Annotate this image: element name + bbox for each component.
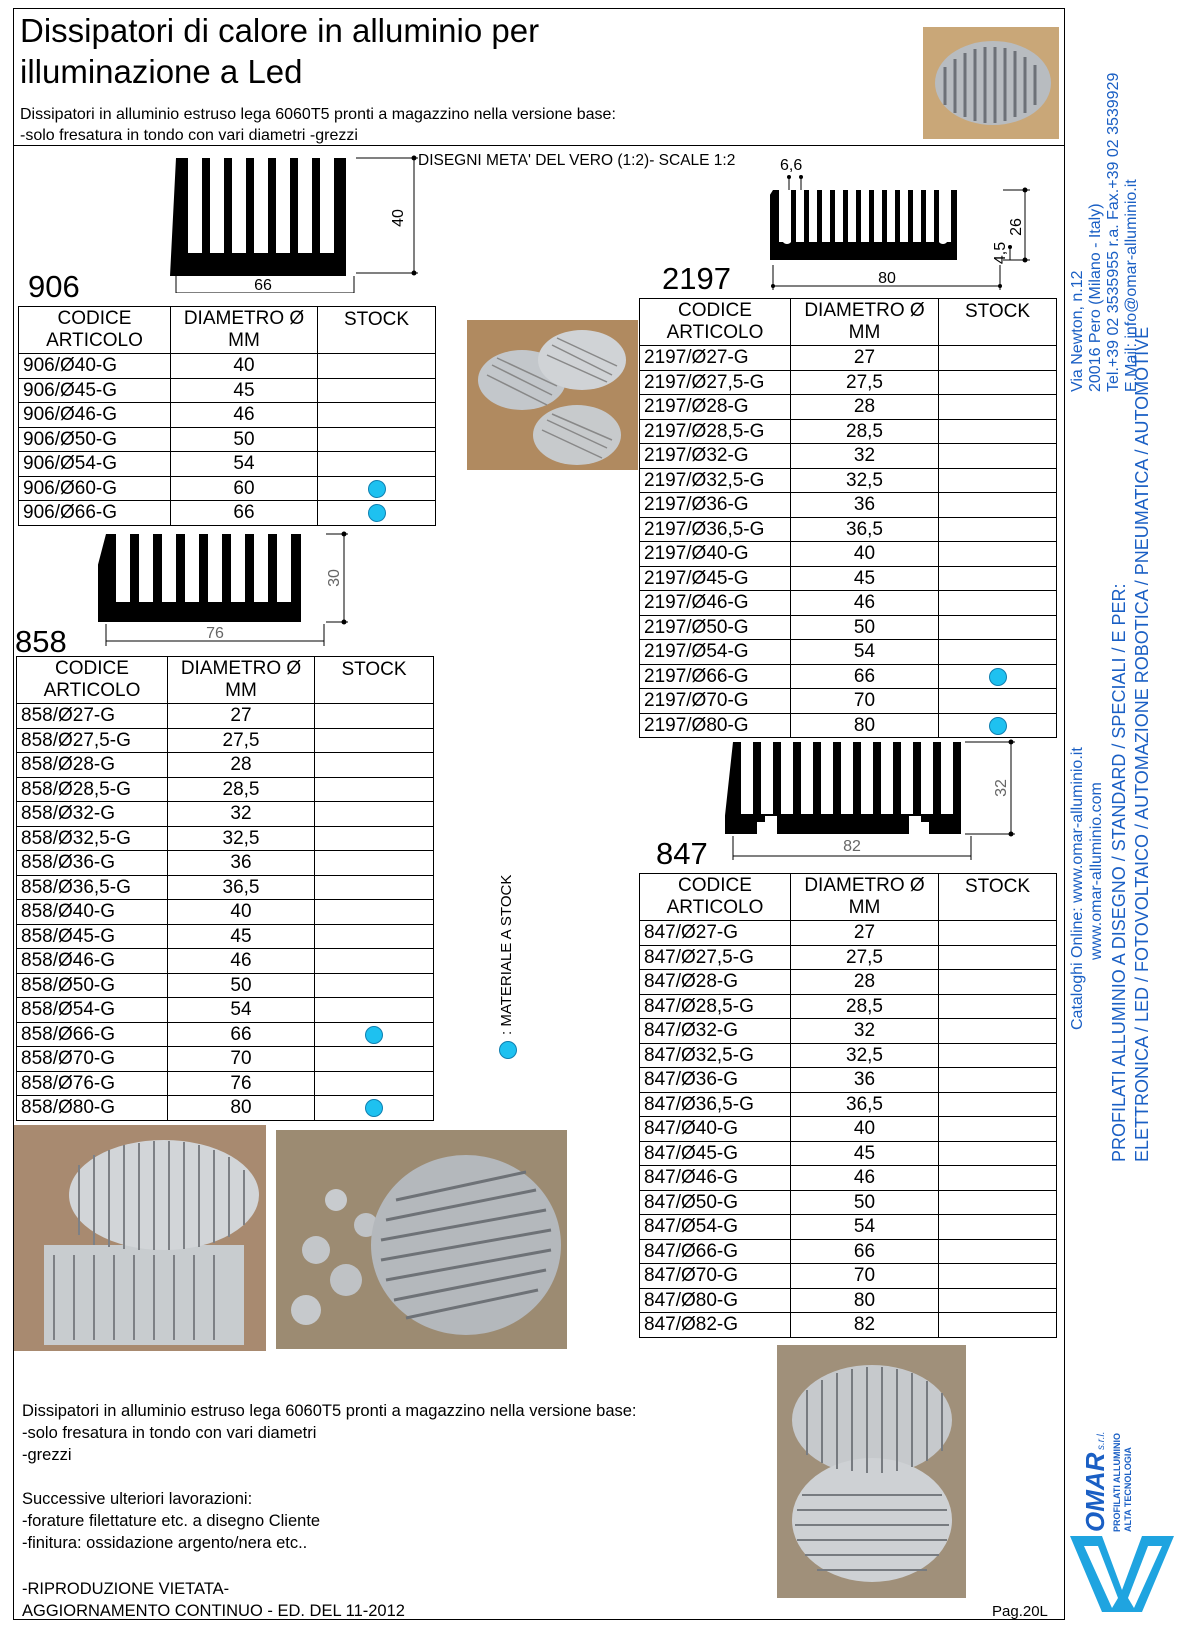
stock-cell — [315, 728, 434, 753]
article-code: 847/Ø32,5-G — [640, 1043, 791, 1068]
stock-cell — [318, 452, 436, 477]
table-row — [17, 1022, 434, 1047]
diameter-value: 54 — [171, 452, 318, 477]
table-row — [17, 949, 434, 974]
stock-cell — [939, 1019, 1057, 1044]
diameter-value: 36,5 — [791, 517, 939, 542]
diameter-value: 60 — [171, 476, 318, 501]
diameter-value: 80 — [168, 1096, 315, 1121]
diameter-value: 27 — [168, 704, 315, 729]
article-code: 2197/Ø45-G — [640, 566, 791, 591]
diameter-value: 28 — [791, 970, 939, 995]
diameter-value: 50 — [791, 1190, 939, 1215]
stock-legend-text: : MATERIALE A STOCK — [498, 874, 515, 1035]
stock-cell — [939, 1043, 1057, 1068]
article-code: 858/Ø28-G — [17, 753, 168, 778]
table-row — [640, 542, 1057, 567]
table-row — [640, 566, 1057, 591]
stock-cell — [939, 1141, 1057, 1166]
article-code: 858/Ø76-G — [17, 1071, 168, 1096]
table-row — [17, 1096, 434, 1121]
article-code: 858/Ø54-G — [17, 998, 168, 1023]
table-row — [19, 403, 436, 428]
table-row — [640, 1043, 1057, 1068]
logo-name: OMAR — [1080, 1452, 1110, 1532]
profile-906-drawing — [160, 148, 430, 293]
article-code: 858/Ø40-G — [17, 900, 168, 925]
article-code: 2197/Ø70-G — [640, 689, 791, 714]
diameter-value: 50 — [171, 427, 318, 452]
stock-dot — [989, 717, 1007, 735]
article-code: 858/Ø70-G — [17, 1047, 168, 1072]
article-code: 858/Ø36,5-G — [17, 875, 168, 900]
article-code: 2197/Ø40-G — [640, 542, 791, 567]
diameter-value: 45 — [168, 924, 315, 949]
stock-cell — [939, 1288, 1057, 1313]
diameter-value: 40 — [791, 542, 939, 567]
stock-cell — [939, 444, 1057, 469]
table-row — [640, 1092, 1057, 1117]
stock-cell — [939, 1092, 1057, 1117]
stock-cell — [315, 973, 434, 998]
article-code: 906/Ø66-G — [19, 501, 171, 526]
article-code: 2197/Ø32-G — [640, 444, 791, 469]
diameter-value: 28 — [168, 753, 315, 778]
profile-2197-height: 26 — [1008, 218, 1025, 236]
table-row — [640, 664, 1057, 689]
table-row — [640, 1313, 1057, 1338]
table-row — [640, 970, 1057, 995]
stock-cell — [939, 664, 1057, 689]
heatsink-photo-center — [276, 1130, 567, 1349]
table-row — [640, 591, 1057, 616]
diameter-value: 54 — [791, 1215, 939, 1240]
stock-cell — [939, 591, 1057, 616]
stock-cell — [315, 802, 434, 827]
table-row — [17, 826, 434, 851]
table-row — [19, 476, 436, 501]
article-code: 906/Ø46-G — [19, 403, 171, 428]
stock-cell — [939, 542, 1057, 567]
stock-cell — [939, 615, 1057, 640]
table-row — [640, 444, 1057, 469]
article-code: 2197/Ø32,5-G — [640, 468, 791, 493]
table-row — [640, 346, 1057, 371]
stock-cell — [939, 346, 1057, 371]
article-code: 2197/Ø28-G — [640, 395, 791, 420]
stock-cell — [939, 566, 1057, 591]
profile-2197-pitch: 6,6 — [780, 157, 803, 174]
stock-dot — [368, 504, 386, 522]
article-code: 847/Ø46-G — [640, 1166, 791, 1191]
stock-cell — [318, 427, 436, 452]
profile-906-code: 906 — [28, 269, 80, 304]
article-code: 2197/Ø54-G — [640, 640, 791, 665]
table-row — [640, 615, 1057, 640]
stock-cell — [939, 395, 1057, 420]
profile-858-height: 30 — [326, 569, 343, 587]
stock-cell — [315, 1047, 434, 1072]
article-code: 847/Ø80-G — [640, 1288, 791, 1313]
diameter-value: 46 — [168, 949, 315, 974]
table-row — [640, 921, 1057, 946]
stock-cell — [315, 704, 434, 729]
stock-cell — [315, 1071, 434, 1096]
profile-2197-drawing — [770, 155, 1070, 295]
diameter-value: 45 — [791, 1141, 939, 1166]
stock-cell — [315, 777, 434, 802]
stock-legend — [499, 1041, 517, 1059]
table-row — [17, 851, 434, 876]
stock-dot — [365, 1026, 383, 1044]
side-address: Via Newton, n.12 20016 Pero (Milano - Italy) Tel.+39 02 3535955 r.a. Fax.+39 02 3539929 E.Mail: info@omar-alluminio.it — [1069, 72, 1140, 392]
profile-2197-width: 80 — [878, 270, 896, 287]
table-row — [19, 501, 436, 526]
article-code: 858/Ø50-G — [17, 973, 168, 998]
table-row — [640, 1141, 1057, 1166]
table-row — [640, 1019, 1057, 1044]
article-code: 906/Ø60-G — [19, 476, 171, 501]
article-code: 858/Ø45-G — [17, 924, 168, 949]
diameter-value: 66 — [791, 1239, 939, 1264]
stock-cell — [939, 1264, 1057, 1289]
table-row — [17, 704, 434, 729]
table-row — [640, 1117, 1057, 1142]
article-code: 2197/Ø27-G — [640, 346, 791, 371]
profile-858-code: 858 — [15, 624, 67, 659]
diameter-value: 66 — [791, 664, 939, 689]
table-row — [17, 753, 434, 778]
article-code: 847/Ø66-G — [640, 1239, 791, 1264]
table-row — [19, 354, 436, 379]
diameter-value: 32 — [791, 1019, 939, 1044]
table-row — [640, 713, 1057, 738]
stock-cell — [939, 1166, 1057, 1191]
logo-tag1: PROFILATI ALLUMINIO — [1112, 1433, 1122, 1532]
article-code: 847/Ø32-G — [640, 1019, 791, 1044]
stock-cell — [939, 1313, 1057, 1338]
diameter-value: 36,5 — [791, 1092, 939, 1117]
article-code: 858/Ø28,5-G — [17, 777, 168, 802]
profile-906-height: 40 — [390, 209, 407, 227]
article-code: 2197/Ø80-G — [640, 713, 791, 738]
table-row — [640, 945, 1057, 970]
article-code: 2197/Ø27,5-G — [640, 370, 791, 395]
stock-cell — [315, 998, 434, 1023]
page-subtitle: Dissipatori in alluminio estruso lega 6060T5 pronti a magazzino nella versione base: -solo fresatura in tondo con vari diametri -grezzi — [20, 106, 616, 144]
table-row — [19, 427, 436, 452]
article-code: 2197/Ø50-G — [640, 615, 791, 640]
diameter-value: 40 — [791, 1117, 939, 1142]
table-row — [640, 1068, 1057, 1093]
article-code: 847/Ø27,5-G — [640, 945, 791, 970]
diameter-value: 40 — [168, 900, 315, 925]
stock-cell — [939, 640, 1057, 665]
profile-847-height: 32 — [993, 779, 1010, 797]
article-code: 2197/Ø66-G — [640, 664, 791, 689]
diameter-value: 32,5 — [168, 826, 315, 851]
diameter-value: 32 — [791, 444, 939, 469]
logo-tag2: ALTA TECNOLOGIA — [1123, 1447, 1133, 1532]
stock-dot — [365, 1099, 383, 1117]
profile-858-drawing — [98, 528, 363, 653]
stock-cell — [318, 476, 436, 501]
profile-858-width: 76 — [206, 625, 224, 642]
table-row — [17, 802, 434, 827]
stock-cell — [939, 370, 1057, 395]
article-code: 858/Ø27-G — [17, 704, 168, 729]
diameter-value: 28,5 — [791, 419, 939, 444]
diameter-value: 70 — [168, 1047, 315, 1072]
stock-cell — [315, 875, 434, 900]
stock-cell — [939, 970, 1057, 995]
table-row — [640, 517, 1057, 542]
diameter-value: 36 — [791, 493, 939, 518]
article-code: 847/Ø36-G — [640, 1068, 791, 1093]
diameter-value: 82 — [791, 1313, 939, 1338]
diameter-value: 80 — [791, 1288, 939, 1313]
article-code: 858/Ø46-G — [17, 949, 168, 974]
diameter-value: 46 — [791, 591, 939, 616]
stock-dot-legend — [499, 1041, 517, 1059]
table-row — [640, 419, 1057, 444]
stock-cell — [939, 713, 1057, 738]
omar-logo — [1068, 1350, 1180, 1620]
stock-cell — [939, 517, 1057, 542]
article-code: 847/Ø27-G — [640, 921, 791, 946]
stock-cell — [939, 689, 1057, 714]
diameter-value: 27,5 — [791, 945, 939, 970]
profile-847-width: 82 — [843, 838, 861, 855]
scale-note: DISEGNI META' DEL VERO (1:2)- SCALE 1:2 — [418, 152, 736, 169]
profile-2197-fin: 4,5 — [992, 241, 1009, 265]
diameter-value: 36,5 — [168, 875, 315, 900]
table-row — [17, 973, 434, 998]
table-row — [17, 924, 434, 949]
table-row — [640, 493, 1057, 518]
article-code: 2197/Ø36,5-G — [640, 517, 791, 542]
article-code: 847/Ø45-G — [640, 1141, 791, 1166]
heatsink-photo-discs — [467, 320, 638, 470]
table-row — [640, 1166, 1057, 1191]
stock-cell — [315, 1096, 434, 1121]
diameter-value: 28,5 — [791, 994, 939, 1019]
article-code: 847/Ø36,5-G — [640, 1092, 791, 1117]
stock-cell — [939, 1190, 1057, 1215]
stock-cell — [318, 378, 436, 403]
stock-cell — [939, 921, 1057, 946]
table-row — [640, 1264, 1057, 1289]
article-code: 847/Ø54-G — [640, 1215, 791, 1240]
stock-cell — [939, 994, 1057, 1019]
diameter-value: 27,5 — [168, 728, 315, 753]
stock-cell — [315, 826, 434, 851]
diameter-value: 36 — [168, 851, 315, 876]
table-row — [17, 1047, 434, 1072]
page-title: Dissipatori di calore in alluminio per illuminazione a Led — [20, 12, 540, 90]
diameter-value: 50 — [168, 973, 315, 998]
article-code: 906/Ø45-G — [19, 378, 171, 403]
page-number: Pag.20L — [992, 1603, 1048, 1620]
table-row — [17, 1071, 434, 1096]
heatsink-photo-header — [923, 27, 1059, 139]
stock-cell — [315, 900, 434, 925]
diameter-value: 32,5 — [791, 1043, 939, 1068]
footer: -RIPRODUZIONE VIETATA- AGGIORNAMENTO CONTINUO - ED. DEL 11-2012 — [22, 1580, 405, 1620]
diameter-value: 70 — [791, 689, 939, 714]
table-row — [19, 452, 436, 477]
stock-cell — [939, 1215, 1057, 1240]
heatsink-photo-left — [14, 1125, 266, 1351]
article-code: 858/Ø36-G — [17, 851, 168, 876]
table-906 — [18, 306, 436, 526]
diameter-value: 27 — [791, 921, 939, 946]
table-row — [17, 728, 434, 753]
col-stock: STOCK — [318, 307, 436, 354]
stock-cell — [318, 354, 436, 379]
table-row — [640, 640, 1057, 665]
stock-cell — [939, 493, 1057, 518]
table-2197: CODICE ARTICOLO DIAMETRO Ø MM STOCK 2197/Ø27-G 27 2197/Ø27,5-G 27,5 2197/Ø28-G 28 2197/Ø28,5-G 28,5 2197/Ø32-G 32 2197/Ø32,5-G 32,5 2197/Ø36-G 36 2197/Ø36,5-G 36,5 2197/Ø40-G 40 2197/Ø45-G 45 2197/Ø46-G 46 2197/Ø50-G 50 2197/Ø54-G 54 2197/Ø66-G 66 2197/Ø70-G 70 2197/Ø80-G 80 — [639, 298, 1057, 738]
diameter-value: 28,5 — [168, 777, 315, 802]
article-code: 847/Ø82-G — [640, 1313, 791, 1338]
stock-cell — [939, 1117, 1057, 1142]
table-row — [640, 1215, 1057, 1240]
diameter-value: 40 — [171, 354, 318, 379]
article-code: 2197/Ø28,5-G — [640, 419, 791, 444]
diameter-value: 46 — [791, 1166, 939, 1191]
article-code: 858/Ø32,5-G — [17, 826, 168, 851]
diameter-value: 54 — [168, 998, 315, 1023]
article-code: 847/Ø70-G — [640, 1264, 791, 1289]
diameter-value: 50 — [791, 615, 939, 640]
bottom-description: Dissipatori in alluminio estruso lega 6060T5 pronti a magazzino nella versione base: -solo fresatura in tondo con vari diametri -grezzi Successive ulteriori lavorazioni: -forature filettature etc. a disegno Cliente -finitura: ossidazione argento/nera etc.. — [22, 1402, 637, 1552]
table-row — [640, 1239, 1057, 1264]
col-diameter: DIAMETRO Ø MM — [171, 307, 318, 354]
article-code: 906/Ø50-G — [19, 427, 171, 452]
article-code: 847/Ø40-G — [640, 1117, 791, 1142]
stock-cell — [939, 468, 1057, 493]
diameter-value: 32,5 — [791, 468, 939, 493]
stock-cell — [315, 924, 434, 949]
stock-cell — [939, 1068, 1057, 1093]
diameter-value: 66 — [168, 1022, 315, 1047]
table-row — [17, 998, 434, 1023]
table-row — [17, 900, 434, 925]
article-code: 906/Ø40-G — [19, 354, 171, 379]
table-row — [640, 994, 1057, 1019]
profile-847-code: 847 — [656, 836, 708, 871]
article-code: 847/Ø50-G — [640, 1190, 791, 1215]
heatsink-photo-right — [777, 1345, 966, 1598]
table-847: CODICE ARTICOLO DIAMETRO Ø MM STOCK 847/Ø27-G 27 847/Ø27,5-G 27,5 847/Ø28-G 28 847/Ø28,5-G 28,5 847/Ø32-G 32 847/Ø32,5-G 32,5 847/Ø36-G 36 847/Ø36,5-G 36,5 847/Ø40-G 40 847/Ø45-G 45 847/Ø46-G 46 847/Ø50-G 50 847/Ø54-G 54 847/Ø66-G 66 847/Ø70-G 70 847/Ø80-G 80 847/Ø82-G 82 — [639, 873, 1057, 1338]
diameter-value: 45 — [791, 566, 939, 591]
stock-cell — [939, 945, 1057, 970]
table-row — [17, 875, 434, 900]
profile-847-drawing — [725, 738, 1025, 863]
stock-cell — [315, 753, 434, 778]
stock-cell — [939, 419, 1057, 444]
table-row — [640, 370, 1057, 395]
table-row — [19, 378, 436, 403]
diameter-value: 27,5 — [791, 370, 939, 395]
article-code: 847/Ø28-G — [640, 970, 791, 995]
stock-cell — [318, 403, 436, 428]
stock-dot — [368, 480, 386, 498]
article-code: 2197/Ø36-G — [640, 493, 791, 518]
diameter-value: 28 — [791, 395, 939, 420]
stock-cell — [315, 1022, 434, 1047]
diameter-value: 54 — [791, 640, 939, 665]
diameter-value: 66 — [171, 501, 318, 526]
profile-906-width: 66 — [254, 277, 272, 293]
article-code: 858/Ø27,5-G — [17, 728, 168, 753]
table-row — [17, 777, 434, 802]
stock-cell — [318, 501, 436, 526]
logo-suffix: s.r.l. — [1096, 1431, 1107, 1450]
diameter-value: 36 — [791, 1068, 939, 1093]
table-row — [640, 468, 1057, 493]
diameter-value: 27 — [791, 346, 939, 371]
table-row — [640, 395, 1057, 420]
diameter-value: 32 — [168, 802, 315, 827]
col-code: CODICE ARTICOLO — [19, 307, 171, 354]
article-code: 858/Ø66-G — [17, 1022, 168, 1047]
side-services: PROFILATI ALLUMINIO A DISEGNO / STANDARD / SPECIALI / E PER: ELETTRONICA / LED / FOTOVOLTAICO / AUTOMAZIONE ROBOTICA / PNEUMATICA / AUTOMOTIVE — [1109, 326, 1152, 1162]
table-row — [640, 1288, 1057, 1313]
stock-cell — [315, 949, 434, 974]
article-code: 847/Ø28,5-G — [640, 994, 791, 1019]
article-code: 2197/Ø46-G — [640, 591, 791, 616]
profile-2197-code: 2197 — [662, 261, 731, 296]
table-858: CODICE ARTICOLO DIAMETRO Ø MM STOCK 858/Ø27-G 27 858/Ø27,5-G 27,5 858/Ø28-G 28 858/Ø28,5-G 28,5 858/Ø32-G 32 858/Ø32,5-G 32,5 858/Ø36-G 36 858/Ø36,5-G 36,5 858/Ø40-G 40 858/Ø45-G 45 858/Ø46-G 46 858/Ø50-G 50 858/Ø54-G 54 858/Ø66-G 66 858/Ø70-G 70 858/Ø76-G 76 858/Ø80-G 80 — [16, 656, 434, 1121]
side-websites: Cataloghi Online: www.omar-alluminio.it www.omar-alluminio.com — [1069, 747, 1105, 1030]
stock-dot — [989, 668, 1007, 686]
table-row — [640, 1190, 1057, 1215]
diameter-value: 76 — [168, 1071, 315, 1096]
table-row — [640, 689, 1057, 714]
diameter-value: 45 — [171, 378, 318, 403]
diameter-value: 46 — [171, 403, 318, 428]
diameter-value: 80 — [791, 713, 939, 738]
article-code: 858/Ø32-G — [17, 802, 168, 827]
stock-cell — [315, 851, 434, 876]
diameter-value: 70 — [791, 1264, 939, 1289]
article-code: 858/Ø80-G — [17, 1096, 168, 1121]
article-code: 906/Ø54-G — [19, 452, 171, 477]
stock-cell — [939, 1239, 1057, 1264]
